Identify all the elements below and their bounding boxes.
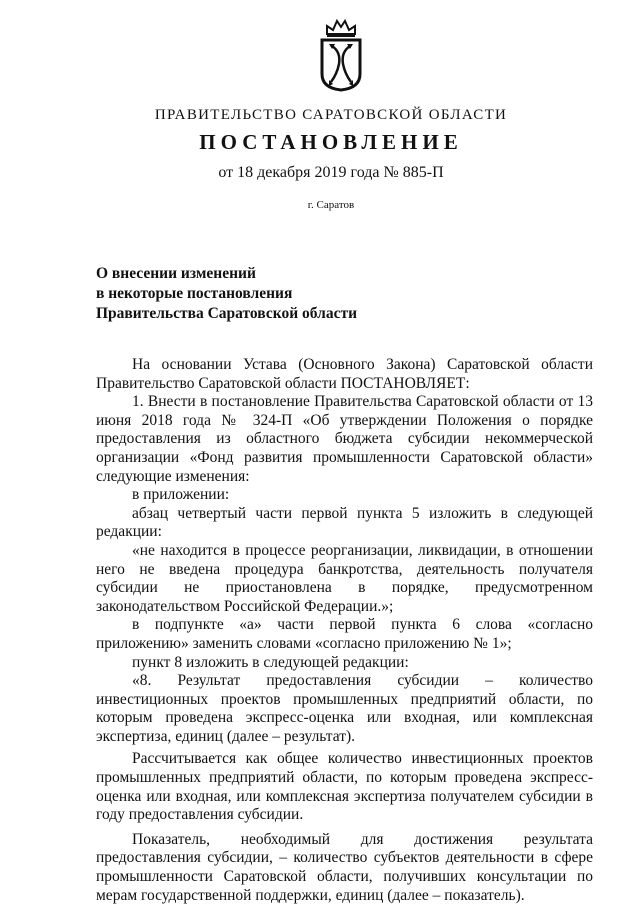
government-title: ПРАВИТЕЛЬСТВО САРАТОВСКОЙ ОБЛАСТИ bbox=[154, 107, 508, 123]
body-paragraph: «не находится в процессе реорганизации, ликвидации, в отношении него не введена процедура банкротства, деятельность получателя субсидии не приостановлена в порядке, предусмотренном законодательством Российской Федерации.»; bbox=[96, 541, 593, 615]
document-date-number: от 18 декабря 2019 года № 885-П bbox=[218, 164, 444, 181]
body-paragraph: Рассчитывается как общее количество инвестиционных проектов промышленных предприятий области, по которым проведена экспресс-оценка или входная, или комплексная экспертиза получателем субсидии в году предоставления субсидии. bbox=[96, 750, 593, 824]
body-paragraph: в приложении: bbox=[132, 486, 230, 504]
body-paragraph: абзац четвертый части первой пункта 5 изложить в следующей редакции: bbox=[96, 504, 593, 541]
body-paragraph: в подпункте «а» части первой пункта 6 слова «согласно приложению» заменить словами «согласно приложению № 1»; bbox=[96, 616, 593, 652]
document-subject bbox=[96, 264, 357, 324]
saratov-coat-of-arms-icon bbox=[319, 18, 363, 92]
body-paragraph: пункт 8 изложить в следующей редакции: bbox=[132, 653, 409, 671]
body-paragraph: На основании Устава (Основного Закона) Саратовской области Правительство Саратовской области ПОСТАНОВЛЯЕТ: bbox=[96, 356, 593, 392]
document-city: г. Саратов bbox=[307, 199, 355, 211]
subject-line: в некоторые постановления bbox=[96, 285, 293, 302]
subject-line: Правительства Саратовской области bbox=[96, 305, 357, 322]
document-type-title: ПОСТАНОВЛЕНИЕ bbox=[199, 130, 463, 154]
document-body bbox=[96, 356, 593, 905]
subject-line: О внесении изменений bbox=[96, 265, 256, 282]
body-paragraph: Показатель, необходимый для достижения результата предоставления субсидии, – количество субъектов деятельности в сфере промышленности Саратовской области, получивших консультации по мерам государственной поддержки, единиц (далее – показатель). bbox=[96, 830, 593, 904]
body-paragraph: 1. Внести в постановление Правительства Саратовской области от 13 июня 2018 года № 324-П «Об утверждении Положения о порядке предоставления из областного бюджета субсидии некоммерческой организации «Фонд развития промышленности Саратовской области» следующие изменения: bbox=[96, 393, 593, 485]
body-paragraph: «8. Результат предоставления субсидии – количество инвестиционных проектов промышленных предприятий области, по которым проведена экспресс-оценка или входная, или комплексная экспертиза, единиц (далее – результат). bbox=[96, 672, 593, 745]
